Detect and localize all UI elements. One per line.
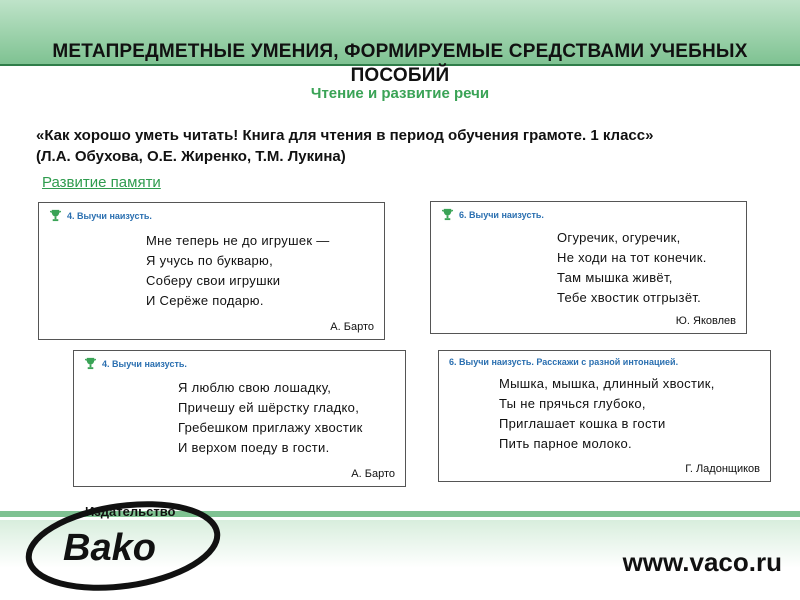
task-header [49,209,152,222]
poem-line: Соберу свои игрушки [146,273,281,288]
poem-author: Г. Ладонщиков [685,463,760,475]
poem-line: Приглашает кошка в гости [499,416,666,431]
logo-main-text: Bako [63,527,156,569]
poem-text [557,228,707,308]
poem-line: Не ходи на тот конечик. [557,250,707,265]
poem-line: Мышка, мышка, длинный хвостик, [499,376,715,391]
poem-line: Гребешком приглажу хвостик [178,420,363,435]
task-header [84,357,187,370]
task-header [449,357,678,367]
page-subtitle: Чтение и развитие речи [310,85,490,102]
poem-line: И Серёже подарю. [146,293,264,308]
trophy-icon [84,357,97,370]
poem-line: Я люблю свою лошадку, [178,380,332,395]
task-label: 6. Выучи наизусть. Расскажи с разной интонацией. [449,357,679,367]
poem-line: И верхом поеду в гости. [178,440,330,455]
book-title: «Как хорошо уметь читать! Книга для чтения в период обучения грамоте. 1 класс» [36,127,654,144]
poem-line: Там мышка живёт, [557,270,673,285]
poem-line: Пить парное молоко. [499,436,632,451]
book-reference [36,125,796,167]
poem-card-4 [438,350,771,482]
poem-text [178,378,363,458]
logo-top-text: Издательство [85,504,176,519]
page-title: МЕТАПРЕДМЕТНЫЕ УМЕНИЯ, ФОРМИРУЕМЫЕ СРЕДСТВАМИ УЧЕБНЫХ ПОСОБИЙ [52,41,748,86]
trophy-icon [49,209,62,222]
publisher-logo [25,488,225,593]
poem-line: Я учусь по букварю, [146,253,274,268]
poem-text [499,374,715,454]
trophy-icon [441,208,454,221]
poem-line: Ты не прячься глубоко, [499,396,646,411]
poem-line: Мне теперь не до игрушек — [146,233,330,248]
poem-line: Тебе хвостик отгрызёт. [557,290,702,305]
task-label: 4. Выучи наизусть. [102,358,187,369]
task-label: 4. Выучи наизусть. [67,210,152,221]
poem-author: Ю. Яковлев [675,315,736,327]
poem-text [146,231,330,311]
poem-author: А. Барто [351,468,395,480]
poem-line: Причешу ей шёрстку гладко, [178,400,360,415]
website-url[interactable]: www.vaco.ru [622,547,782,577]
book-authors: (Л.А. Обухова, О.Е. Жиренко, Т.М. Лукина) [36,148,346,165]
poem-card-3 [73,350,406,487]
section-label: Развитие памяти [42,174,161,191]
task-label: 6. Выучи наизусть. [459,209,544,220]
poem-line: Огуречик, огуречик, [557,230,681,245]
poem-card-2 [430,201,747,334]
task-header [441,208,544,221]
poem-card-1 [38,202,385,340]
poem-author: А. Барто [330,321,374,333]
